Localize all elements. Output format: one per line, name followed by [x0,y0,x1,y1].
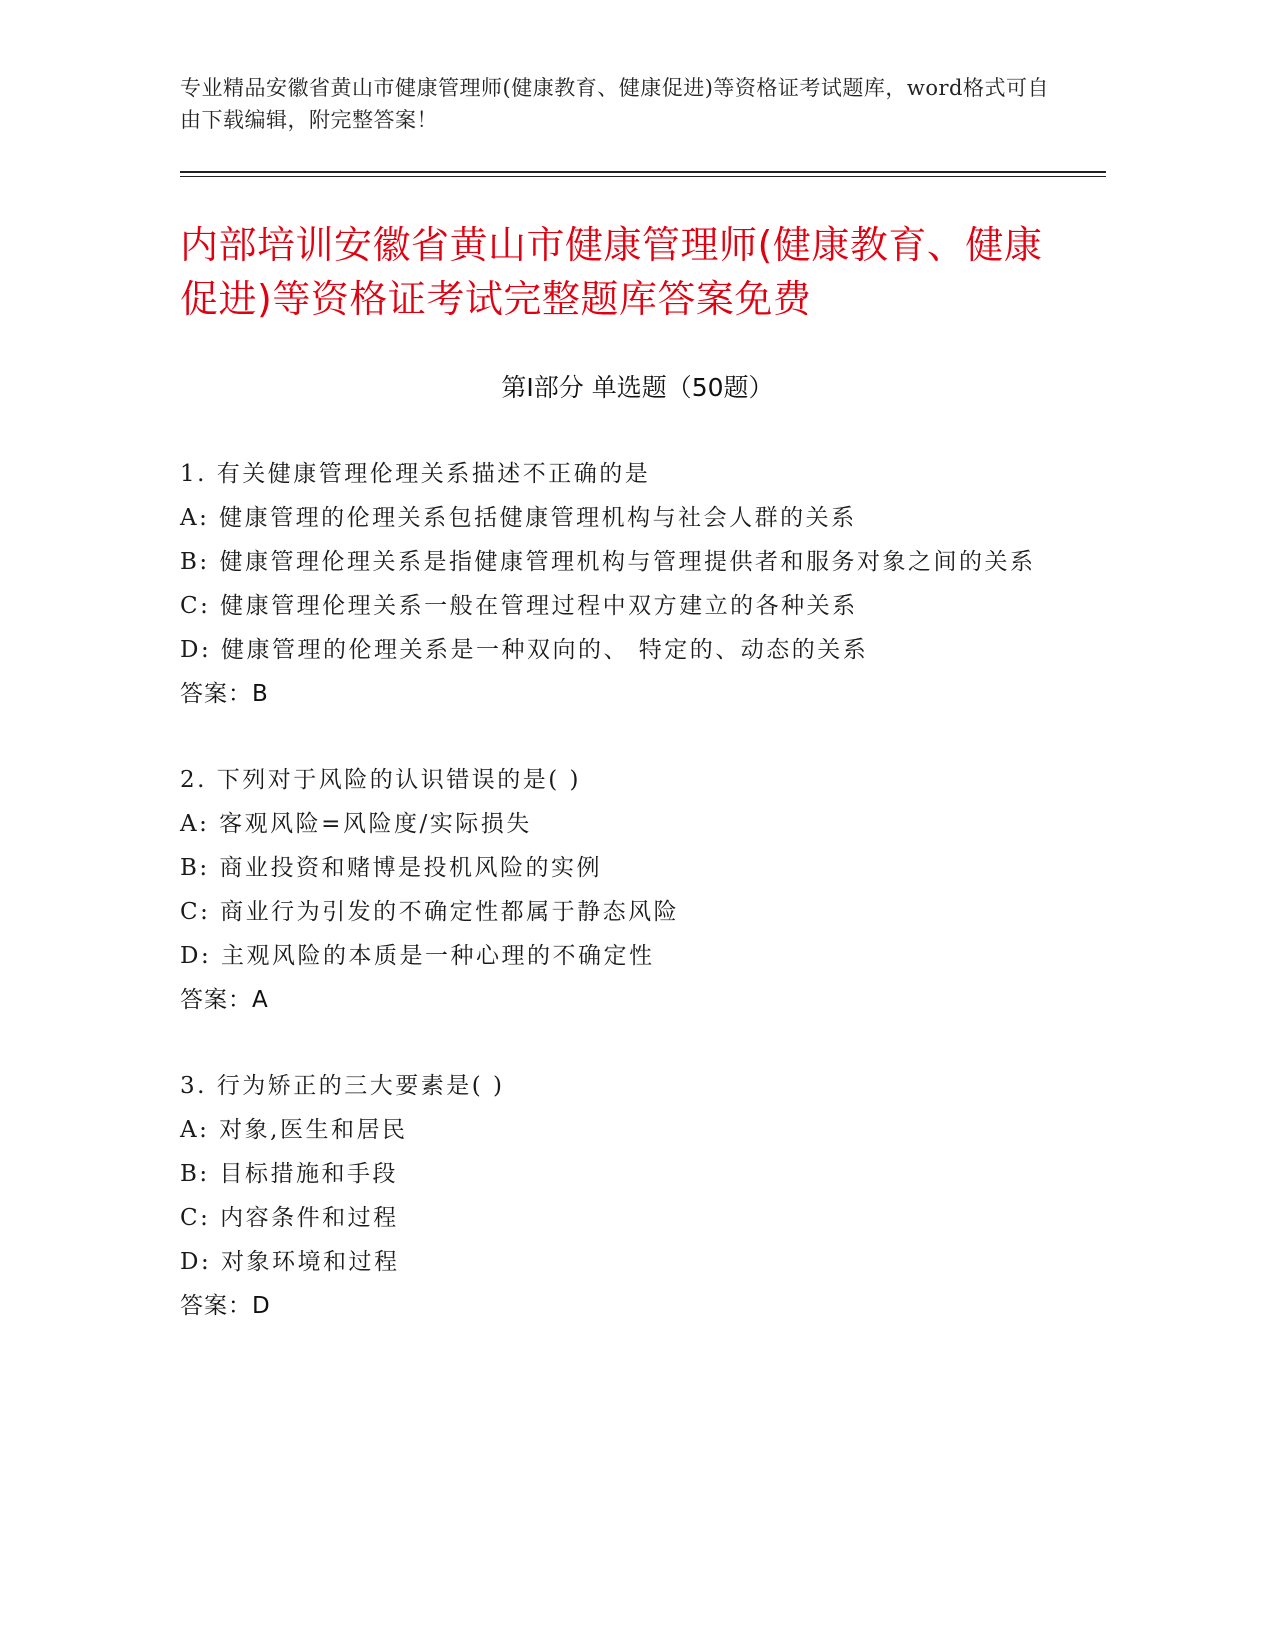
question-1 [180,452,1040,716]
question-2 [180,758,1040,1022]
option-c: C: 健康管理伦理关系一般在管理过程中双方建立的各种关系 [180,593,858,619]
header-divider-thick [180,171,1106,173]
question-list [180,452,1040,1370]
option-a: A: 对象,医生和居民 [180,1117,408,1143]
option-c: C: 内容条件和过程 [180,1205,399,1231]
section-title: 第Ⅰ部分 单选题（50题） [501,373,774,402]
answer: 答案：B [180,681,269,707]
answer: 答案：A [180,987,269,1013]
header-divider-thin [180,176,1106,177]
option-a: A: 客观风险=风险度/实际损失 [180,811,532,837]
question-stem: 2. 下列对于风险的认识错误的是( ) [180,767,582,793]
option-d: D: 对象环境和过程 [180,1249,400,1275]
question-stem: 3. 行为矫正的三大要素是( ) [180,1073,505,1099]
option-d: D: 健康管理的伦理关系是一种双向的、 特定的、动态的关系 [180,637,869,663]
option-b: B: 目标措施和手段 [180,1161,398,1187]
option-c: C: 商业行为引发的不确定性都属于静态风险 [180,899,680,925]
answer: 答案：D [180,1293,271,1319]
header-note: 专业精品安徽省黄山市健康管理师(健康教育、健康促进)等资格证考试题库，word格式可自由下载编辑，附完整答案！ [180,76,1049,132]
document-title: 内部培训安徽省黄山市健康管理师(健康教育、健康促进)等资格证考试完整题库答案免费 [180,223,1043,321]
option-d: D: 主观风险的本质是一种心理的不确定性 [180,943,655,969]
option-b: B: 健康管理伦理关系是指健康管理机构与管理提供者和服务对象之间的关系 [180,549,1036,575]
question-stem: 1. 有关健康管理伦理关系描述不正确的是 [180,461,651,487]
question-3 [180,1064,1040,1328]
option-a: A: 健康管理的伦理关系包括健康管理机构与社会人群的关系 [180,505,857,531]
option-b: B: 商业投资和赌博是投机风险的实例 [180,855,602,881]
